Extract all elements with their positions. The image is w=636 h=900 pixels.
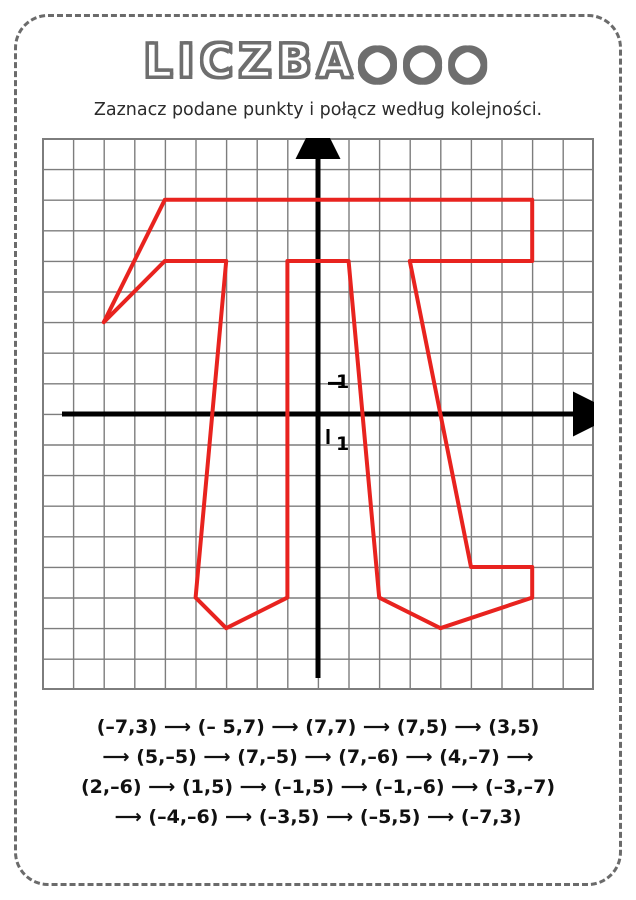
svg-text:1: 1: [336, 433, 350, 455]
page-title: LICZBA○○○: [143, 34, 493, 88]
instruction-text: Zaznacz podane punkty i połącz według kolejności.: [93, 100, 543, 120]
coordinate-line: ⟶ (–4,–6) ⟶ (–3,5) ⟶ (–5,5) ⟶ (–7,3): [114, 806, 522, 828]
svg-text:1: 1: [336, 371, 350, 393]
coordinate-list: [24, 712, 612, 832]
coordinate-line: (–7,3) ⟶ (– 5,7) ⟶ (7,7) ⟶ (7,5) ⟶ (3,5): [96, 716, 540, 738]
coordinate-grid: [42, 138, 594, 690]
coordinate-line: (2,–6) ⟶ (1,5) ⟶ (–1,5) ⟶ (–1,–6) ⟶ (–3,–7): [81, 776, 555, 798]
coordinate-line: ⟶ (5,–5) ⟶ (7,–5) ⟶ (7,–6) ⟶ (4,–7) ⟶: [102, 746, 534, 768]
